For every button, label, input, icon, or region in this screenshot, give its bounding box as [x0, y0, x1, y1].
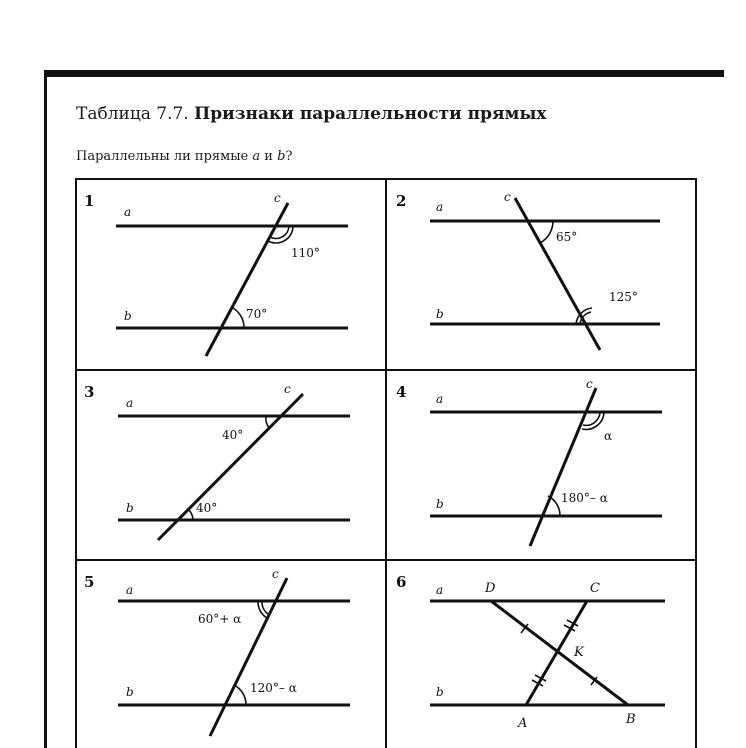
panel-2-number: 2 [396, 192, 407, 210]
panel-1-number: 1 [84, 192, 95, 210]
panel-5-number: 5 [84, 573, 95, 591]
question-var-a: a [252, 149, 261, 164]
panel-4-label-b: b [436, 497, 444, 511]
panel-6-point-a: A [518, 716, 528, 731]
panel-6-label-a: a [436, 583, 444, 597]
panel-5 [84, 567, 350, 736]
panel-2-arc-top [540, 221, 553, 243]
panel-2-label-c: c [504, 190, 511, 204]
panel-5-label-c: c [272, 567, 279, 581]
panel-2-angle-top: 65° [556, 230, 578, 244]
panel-2 [396, 190, 660, 350]
panel-3-label-c: c [284, 382, 291, 396]
panel-5-angle-top: 60°+ α [198, 612, 242, 626]
title-bold: Признаки параллельности прямых [194, 104, 547, 124]
panel-3-arc-bottom [188, 509, 193, 520]
panel-3-label-a: a [126, 396, 134, 410]
panel-1-label-c: c [274, 191, 281, 205]
panel-4 [396, 377, 662, 546]
panel-3-label-b: b [126, 501, 134, 515]
panel-3-angle-bottom: 40° [196, 501, 218, 515]
panel-6-point-d: D [485, 581, 496, 596]
panel-5-angle-bottom: 120°– α [250, 681, 297, 695]
panel-6-segment-db [491, 601, 628, 705]
panel-1-label-a: a [124, 205, 132, 219]
question-start: Параллельны ли прямые [76, 149, 249, 164]
panel-2-angle-bottom: 125° [609, 290, 638, 304]
panel-3 [84, 382, 350, 540]
panel-1-arc-bottom [233, 308, 244, 328]
panel-1-label-b: b [124, 309, 132, 323]
panel-3-angle-top: 40° [222, 428, 244, 442]
question-end: ? [285, 149, 293, 164]
panel-5-label-b: b [126, 685, 134, 699]
title-prefix: Таблица 7.7. [76, 104, 189, 124]
panel-5-label-a: a [126, 583, 134, 597]
panel-3-arc-top [266, 416, 270, 429]
panel-1-angle-top: 110° [291, 246, 320, 260]
question-conj: и [264, 149, 273, 164]
table-frame [76, 179, 696, 748]
panel-3-number: 3 [84, 383, 95, 401]
panel-6 [396, 573, 665, 731]
panel-6-point-c: C [590, 581, 600, 596]
panel-6-label-b: b [436, 685, 444, 699]
panel-2-label-a: a [436, 200, 444, 214]
panel-6-point-b: B [626, 712, 636, 727]
panel-4-angle-top: α [604, 429, 613, 443]
panel-1-angle-bottom: 70° [246, 307, 268, 321]
panel-5-arc-top-inner [262, 601, 268, 614]
panel-1 [84, 191, 348, 356]
panel-2-label-b: b [436, 307, 444, 321]
panel-4-angle-bottom: 180°– α [561, 491, 608, 505]
question-var-b: b [277, 149, 286, 164]
panel-5-arc-bottom [234, 685, 246, 705]
panel-4-number: 4 [396, 383, 407, 401]
panel-4-label-c: c [586, 377, 593, 391]
panel-6-number: 6 [396, 573, 407, 591]
panel-6-point-k: K [574, 645, 584, 660]
panel-4-label-a: a [436, 392, 444, 406]
